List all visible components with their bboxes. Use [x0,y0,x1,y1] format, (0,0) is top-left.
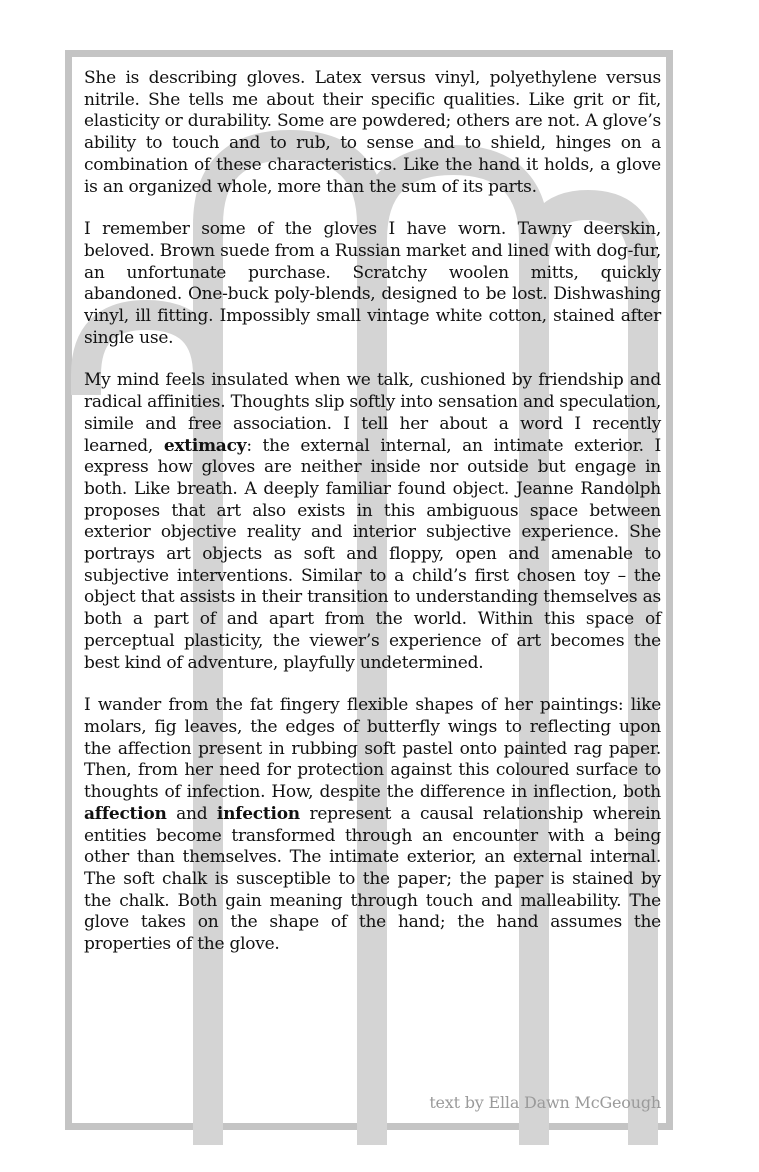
article-text [84,68,661,977]
paragraph-3-part-2: : the external internal, an intimate exterior. I express how gloves are neither inside nor outside but engage in both. Like breath. A deeply familiar found object. Jeanne Randolph proposes that art also exists in this ambiguous space between exterior objective reality and interior subjective experience. She portrays art objects as soft and floppy, open and amenable to subjective interventions. Similar to a child’s first chosen toy – the object that assists in their transition to understanding themselves as both a part of and apart from the world. Within this space of perceptual plasticity, the viewer’s experience of art becomes the best kind of adventure, playfully undetermined. [84,435,661,673]
paragraph-2: I remember some of the gloves I have worn. Tawny deerskin, beloved. Brown suede from a Russian market and lined with dog-fur, an unfortunate purchase. Scratchy woolen mitts, quickly abandoned. One-buck poly-blends, designed to be lost. Dishwashing vinyl, ill fitting. Impossibly small vintage white cotton, stained after single use. [84,219,661,348]
paragraph-3-part-1: My mind feels insulated when we talk, cushioned by friendship and radical affinities. Thoughts slip softly into sensation and speculation, simile and free association. I tell her about a word I recently learned, [84,370,661,456]
paragraph-4-part-2: represent a causal relationship wherein entities become transformed through an encounter with a being other than themselves. The intimate exterior, an external internal. The soft chalk is susceptible to the paper; the paper is stained by the chalk. Both gain meaning through touch and malleability. The glove takes on the shape of the hand; the hand assumes the properties of the glove. [84,803,661,955]
term-extimacy: extimacy [163,435,247,456]
paragraph-4 [84,695,661,955]
paragraph-1: She is describing gloves. Latex versus vinyl, polyethylene versus nitrile. She tells me about their specific qualities. Like grit or fit, elasticity or durability. Some are powdered; others are not. A glove’s ability to touch and to rub, to sense and to shield, hinges on a combination of these characteristics. Like the hand it holds, a glove is an organized whole, more than the sum of its parts. [84,68,661,197]
term-affection: affection [84,803,167,824]
paragraph-4-and: and [166,803,217,824]
author-credit: text by Ella Dawn McGeough [429,1093,661,1112]
term-infection: infection [216,803,300,824]
paragraph-4-part-1: I wander from the fat fingery flexible shapes of her paintings: like molars, fig leaves, the edges of butterfly wings to reflecting upon the affection present in rubbing soft pastel onto painted rag paper. Then, from her need for protection against this coloured surface to thoughts of infection. How, despite the difference in inflection, both [84,695,661,803]
paragraph-3 [84,370,661,674]
